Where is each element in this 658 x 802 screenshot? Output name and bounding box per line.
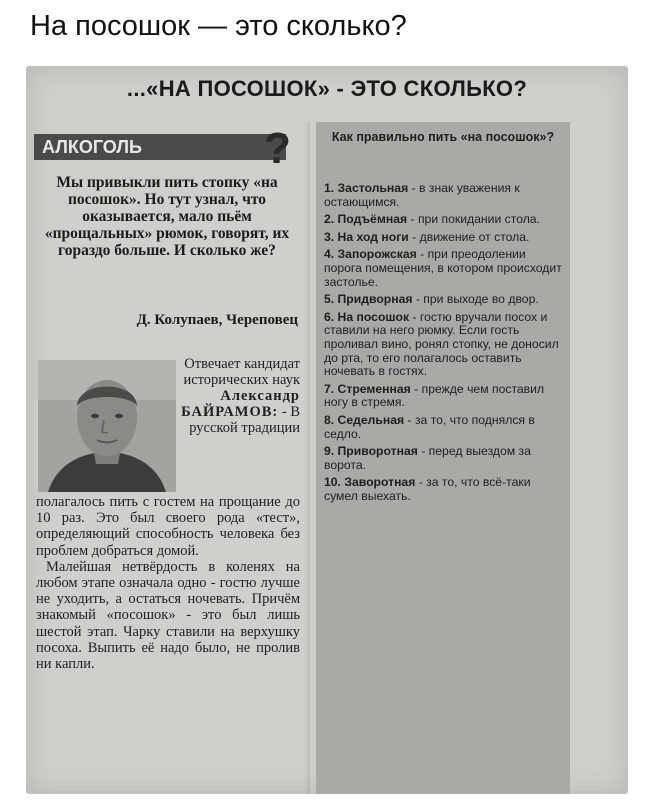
list-item-text: - при выходе во двор. [412,292,539,307]
list-item-text: - за то, что поднялся в седло. [324,412,535,441]
sidebar-title: Как правильно пить «на посошок»? [331,130,555,144]
list-item-term: 5. Придворная [324,292,413,307]
answer-lead: - В русской традиции [189,404,300,436]
answer-intro [180,356,300,436]
list-item [324,231,566,245]
list-item-text: - гостю вручали посох и ставили на него рюмку. Если гость проливал вино, ронял стопку, не доносил до рта, то его полагалось оставить ночевать в гостях. [324,309,559,379]
list-item [324,383,566,410]
list-item-term: 10. Заворотная [324,475,416,490]
article-body [36,494,300,672]
list-item [324,248,566,289]
reader-signature: Д. Колупаев, Череповец [136,312,298,328]
sidebar-box [316,122,570,794]
list-item [324,182,566,209]
body-paragraph: полагалось пить с гостем на прощание до 10 раз. Это был своего рода «тест», определяющий способность человека без проблем добраться домой. [36,494,300,559]
list-item-term: 2. Подъёмная [324,212,408,227]
post-title: На посошок — это сколько? [30,10,407,42]
expert-name: Александр БАЙРАМОВ: [181,388,300,420]
list-item-text: - в знак уважения к остающимся. [324,181,520,209]
question-mark-icon: ? [264,124,291,173]
list-item [324,476,566,503]
answer-intro-pre: Отвечает кандидат исторических наук [183,356,300,388]
list-item-term: 7. Стременная [324,381,411,396]
list-item [324,311,566,379]
reader-question: Мы привыкли пить стопку «на посошок». Но тут узнал, что оказывается, мало пьём «прощальных» рюмок, говорят, их гораздо больше. И сколько же? [44,174,290,259]
newspaper-clipping [26,66,628,794]
list-item-term: 9. Приворотная [324,444,418,459]
list-item-term: 3. На ход ноги [324,229,409,244]
portrait-image [38,360,176,492]
list-item [324,414,566,441]
article-headline: ...«НА ПОСОШОК» - ЭТО СКОЛЬКО? [126,76,528,101]
list-item [324,213,566,227]
rubric-label: АЛКОГОЛЬ [34,134,286,160]
body-paragraph: Малейшая нетвёрдость в коленях на любом этапе означала одно - гостю лучше не уходить, а остаться ночевать. Причём знакомый «посошок» - это был лишь шестой этап. Чарку ставили на верхушку посоха. Выпить её надо было, не пролив ни капли. [36,558,300,673]
expert-photo [38,360,176,492]
list-item-text: - перед выездом за ворота. [324,444,531,472]
list-item-term: 6. На посошок [324,309,410,324]
sidebar-list [324,182,566,507]
list-item-text: - при преодолении порога помещения, в котором происходит застолье. [324,247,562,289]
list-item-text: - за то, что всё-таки сумел выехать. [324,475,531,503]
list-item [324,293,566,307]
column-divider [304,122,310,794]
list-item-term: 1. Застольная [324,181,409,195]
list-item-text: - при покидании стола. [407,212,540,227]
list-item-term: 4. Запорожская [324,247,417,262]
list-item [324,445,566,472]
list-item-term: 8. Седельная [324,412,405,427]
list-item-text: - движение от стола. [408,229,530,244]
list-item-text: - прежде чем поставил ногу в стремя. [324,381,545,410]
